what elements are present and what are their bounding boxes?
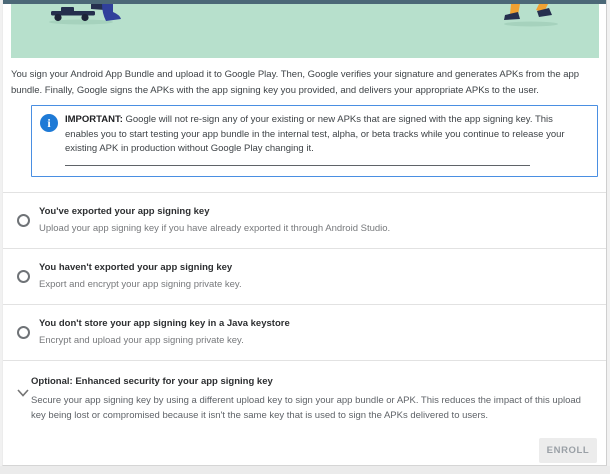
option-description: Export and encrypt your app signing private key.	[39, 278, 242, 290]
radio-button-icon[interactable]	[17, 326, 30, 339]
window-bottom-edge	[0, 466, 610, 474]
important-notice-box	[31, 105, 598, 177]
signing-key-options-list	[3, 192, 606, 463]
info-icon: i	[40, 114, 58, 132]
optional-security-section	[3, 360, 606, 430]
important-label: IMPORTANT:	[65, 114, 123, 125]
radio-button-icon[interactable]	[17, 214, 30, 227]
app-signing-panel	[2, 0, 607, 466]
enroll-button[interactable]: ENROLL	[539, 438, 597, 463]
optional-section-title: Optional: Enhanced security for your app signing key	[31, 375, 273, 387]
radio-button-icon[interactable]	[17, 270, 30, 283]
chevron-down-icon[interactable]	[15, 389, 31, 397]
cart-and-boot-illustration	[47, 4, 129, 26]
app-signing-intro-text: You sign your Android App Bundle and upload it to Google Play. Then, Google verifies your signature and generates APKs from the app bundle. Finally, Google signs the APKs with the app signing key you provided, and delivers your appropriate APKs to the user.	[11, 69, 580, 96]
important-text: Google will not re-sign any of your existing or new APKs that are signed with the app signing key. This enables you to start testing your app bundle in the internal test, alpha, or beta tracks while you continue to release your existing APK in production without Google Play changing it.	[65, 114, 565, 154]
actions-bar	[3, 430, 606, 463]
option-description: Encrypt and upload your app signing private key.	[39, 334, 244, 346]
option-not-exported-key[interactable]	[3, 248, 606, 304]
optional-section-description: Secure your app signing key by using a different upload key to sign your app bundle or APK. This reduces the impact of this upload key being lost or compromised because it isn't the same key that is used to sign the APKs delivered to users.	[31, 394, 581, 421]
notice-divider-line	[65, 165, 530, 166]
app-signing-banner-illustration	[11, 4, 599, 58]
option-title: You haven't exported your app signing key	[39, 261, 233, 273]
option-title: You've exported your app signing key	[39, 205, 210, 217]
important-notice-text	[65, 113, 575, 166]
walking-legs-illustration	[501, 4, 565, 28]
option-no-java-keystore[interactable]	[3, 304, 606, 360]
option-title: You don't store your app signing key in a Java keystore	[39, 317, 290, 329]
option-exported-key[interactable]	[3, 192, 606, 248]
option-description: Upload your app signing key if you have already exported it through Android Studio.	[39, 222, 391, 234]
